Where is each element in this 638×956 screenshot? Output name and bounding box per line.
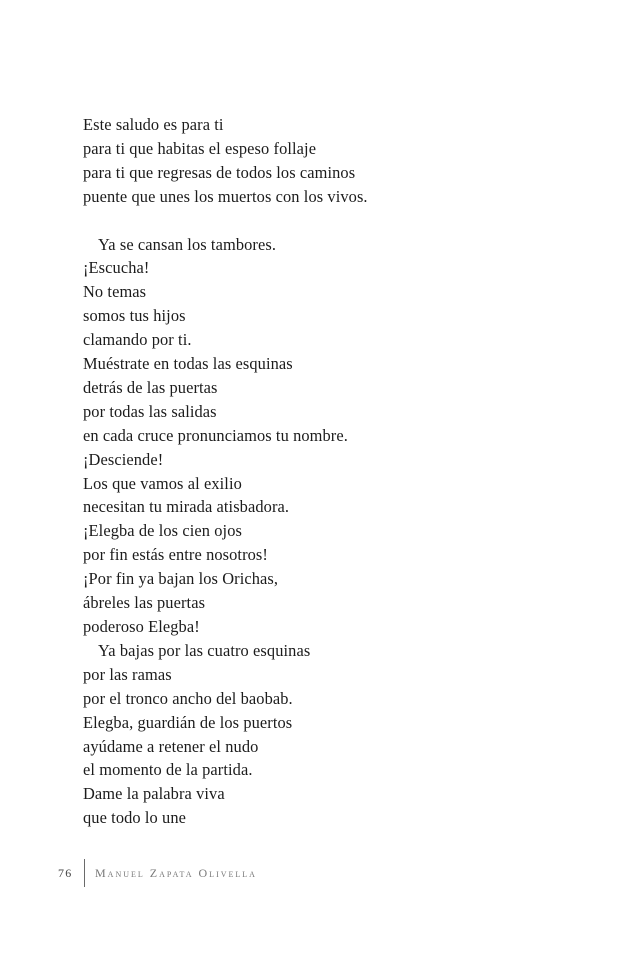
poem-line: clamando por ti. [83, 330, 192, 350]
poem-line: para ti que habitas el espeso follaje [83, 138, 317, 158]
poem-line: Los que vamos al exilio [83, 473, 242, 493]
poem-line: No temas [83, 282, 147, 302]
poem [83, 113, 543, 830]
poem-line: para ti que regresas de todos los caminos [83, 162, 356, 182]
poem-line: Elegba, guardián de los puertos [83, 712, 293, 732]
poem-line: ¡Por fin ya bajan los Orichas, [83, 569, 279, 589]
poem-line: por el tronco ancho del baobab. [83, 688, 293, 708]
poem-line: Muéstrate en todas las esquinas [83, 354, 293, 374]
poem-line: ¡Escucha! [83, 258, 150, 278]
poem-line: Ya bajas por las cuatro esquinas [98, 640, 311, 660]
poem-line: ¡Desciende! [83, 449, 164, 469]
poem-line: ¡Elegba de los cien ojos [83, 521, 242, 541]
running-head-author: Manuel Zapata Olivella [95, 865, 257, 880]
poem-line: por fin estás entre nosotros! [83, 545, 268, 565]
poem-stanza [83, 113, 543, 209]
poem-line: por las ramas [83, 664, 172, 684]
poem-line: poderoso Elegba! [83, 617, 200, 637]
poem-stanza [83, 233, 543, 831]
page-footer [58, 858, 257, 888]
poem-line: por todas las salidas [83, 401, 217, 421]
poem-line: ábreles las puertas [83, 593, 206, 613]
poem-line: en cada cruce pronunciamos tu nombre. [83, 425, 348, 445]
footer-divider [84, 859, 85, 887]
poem-line: Ya se cansan los tambores. [98, 234, 277, 254]
poem-line: el momento de la partida. [83, 760, 253, 780]
poem-line: necesitan tu mirada atisbadora. [83, 497, 290, 517]
poem-line: puente que unes los muertos con los vivos. [83, 186, 368, 206]
poem-line: Dame la palabra viva [83, 784, 225, 804]
poem-line: somos tus hijos [83, 306, 186, 326]
poem-line: ayúdame a retener el nudo [83, 736, 259, 756]
poem-line: detrás de las puertas [83, 377, 218, 397]
page-number: 76 [58, 865, 73, 880]
poem-line: Este saludo es para ti [83, 115, 224, 134]
poem-line: que todo lo une [83, 808, 187, 828]
